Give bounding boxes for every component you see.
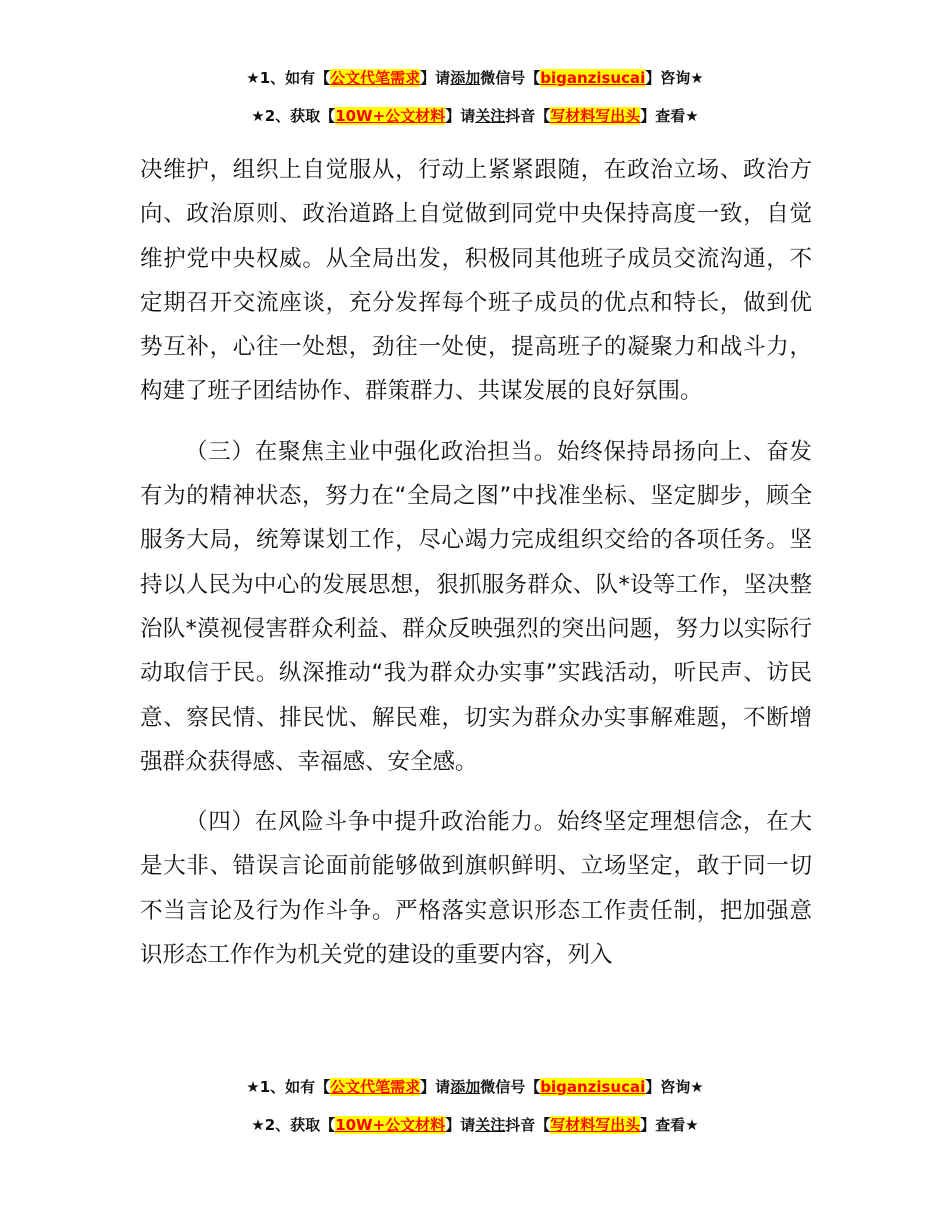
wechat-id: biganzisucai [540,1078,646,1096]
banner-text: 抖音【 [505,1116,551,1134]
douyin-account: 写材料写出头 [550,107,641,125]
banner-text: 】咨询★ [645,69,704,87]
document-body [140,148,812,993]
underlined-text: 关注 [475,107,506,125]
banner-text: 】请 [420,69,451,87]
banner-text: 】查看★ [640,1116,699,1134]
highlight-text: 10W+公文材料 [335,107,446,125]
underlined-text: 添加 [450,1078,481,1096]
banner-line-2 [0,106,950,126]
body-paragraph: （三）在聚焦主业中强化政治担当。始终保持昂扬向上、奋发有为的精神状态，努力在“全局之图”中找准坐标、坚定脚步，顾全服务大局，统筹谋划工作，尽心竭力完成组织交给的各项任务。坚持以人民为中心的发展思想，狠抓服务群众、队*设等工作，坚决整治队*漠视侵害群众利益、群众反映强烈的突出问题，努力以实际行动取信于民。纵深推动“我为群众办实事”实践活动，听民声、访民意、察民情、排民忧、解民难，切实为群众办实事解难题，不断增强群众获得感、幸福感、安全感。 [140,438,812,775]
banner-text: 】请 [445,1116,476,1134]
highlight-text: 公文代笔需求 [330,69,421,87]
underlined-text: 添加 [450,69,481,87]
banner-text: 】请 [445,107,476,125]
highlight-text: 10W+公文材料 [335,1116,446,1134]
banner-text: ★2、获取【 [251,107,336,125]
underlined-text: 关注 [475,1116,506,1134]
banner-line-2 [0,1115,950,1135]
banner-text: ★2、获取【 [251,1116,336,1134]
body-paragraph: 决维护，组织上自觉服从，行动上紧紧跟随，在政治立场、政治方向、政治原则、政治道路上自觉做到同党中央保持高度一致，自觉维护党中央权威。从全局出发，积极同其他班子成员交流沟通，不定期召开交流座谈，充分发挥每个班子成员的优点和特长，做到优势互补，心往一处想，劲往一处使，提高班子的凝聚力和战斗力，构建了班子团结协作、群策群力、共谋发展的良好氛围。 [140,157,812,405]
body-paragraph: （四）在风险斗争中提升政治能力。始终坚定理想信念，在大是大非、错误言论面前能够做到旗帜鲜明、立场坚定，敢于同一切不当言论及行为作斗争。严格落实意识形态工作责任制，把加强意识形态工作作为机关党的建设的重要内容，列入 [140,809,812,969]
wechat-id: biganzisucai [540,69,646,87]
banner-text: ★1、如有【 [246,69,331,87]
banner-text: 抖音【 [505,107,551,125]
banner-text: ★1、如有【 [246,1078,331,1096]
highlight-text: 公文代笔需求 [330,1078,421,1096]
banner-text: 】请 [420,1078,451,1096]
banner-line-1 [0,1077,950,1097]
banner-text: 】查看★ [640,107,699,125]
banner-line-1 [0,68,950,88]
banner-text: 】咨询★ [645,1078,704,1096]
banner-text: 微信号【 [480,1078,541,1096]
banner-text: 微信号【 [480,69,541,87]
douyin-account: 写材料写出头 [550,1116,641,1134]
